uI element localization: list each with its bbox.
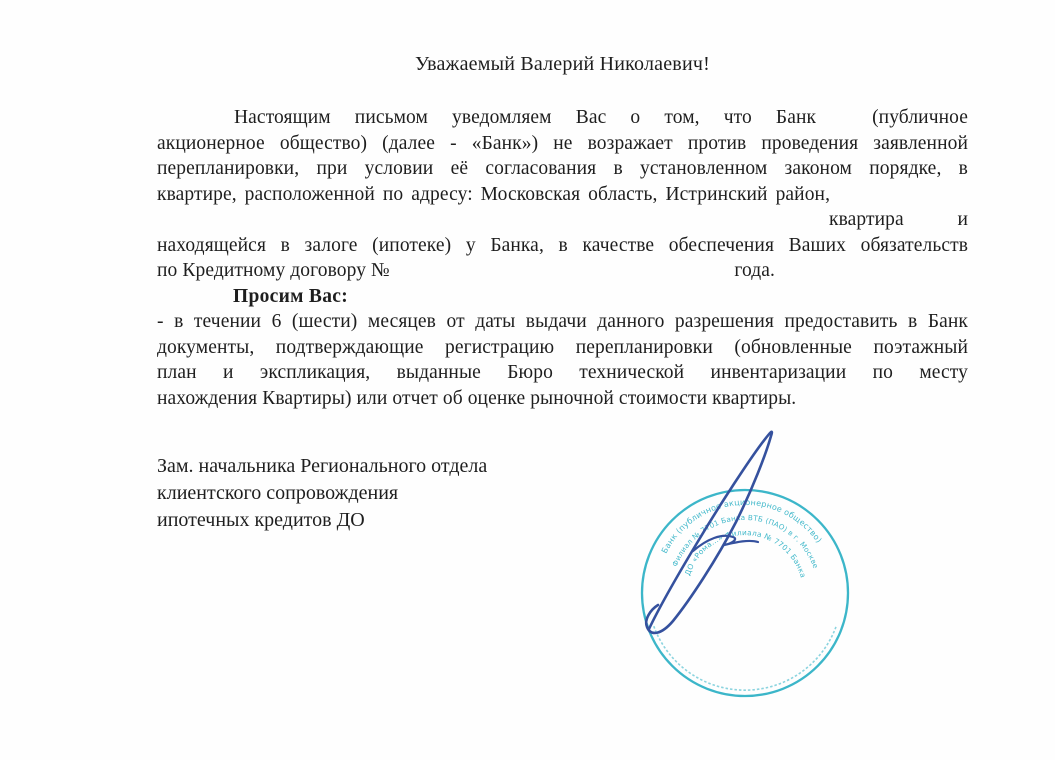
body-line-5 <box>157 207 968 233</box>
request-heading: Просим Вас: <box>233 285 349 307</box>
body-line-9: - в течении 6 (шести) месяцев от даты выдачи данного разрешения предоставить в Банк <box>157 311 968 332</box>
stamp-text-outer-arc-path: Банк (публичное акционерное общество) <box>659 497 824 555</box>
bank-stamp-graphic <box>600 410 930 745</box>
body-line-1-tail: (публичное <box>872 107 968 128</box>
letter-body <box>157 105 968 411</box>
body-line-5-word1: квартира <box>829 209 904 230</box>
body-line-7 <box>157 258 968 284</box>
stamp-bottom-microtext <box>654 626 836 690</box>
body-line-6: находящейся в залоге (ипотеке) у Банка, в качестве обеспечения Ваших обязательств <box>157 234 968 256</box>
body-line-1-text: Настоящим письмом уведомляем Вас о том, что Банк <box>234 107 817 128</box>
body-line-1 <box>157 105 968 131</box>
stamp-text-inner-arc-path: ДО «Рома...» Филиала № 7701 Банка <box>682 528 808 579</box>
stamp-and-signature-area <box>600 410 930 745</box>
body-line-11: план и экспликация, выданные Бюро технической инвентаризации по месту <box>157 362 968 383</box>
body-line-4: квартире, расположенной по адресу: Московская область, Истринский район, <box>157 183 831 205</box>
body-line-7-tail: года. <box>734 260 775 281</box>
body-line-12: нахождения Квартиры) или отчет об оценке рыночной стоимости квартиры. <box>157 387 797 409</box>
body-line-2: акционерное общество) (далее - «Банк») не возражает против проведения заявленной <box>157 132 968 154</box>
body-line-7-text: по Кредитному договору № <box>157 260 390 281</box>
signatory-title-line-2: клиентского сопровождения <box>157 482 399 504</box>
stamp-text-middle-arc-path: Филиал № 7701 Банка ВТБ (ПАО) в г. Москве <box>670 512 821 570</box>
body-line-5-word2: и <box>957 209 968 230</box>
signatory-title-line-3: ипотечных кредитов ДО <box>157 509 365 531</box>
signatory-title-block <box>157 453 657 534</box>
salutation-line: Уважаемый Валерий Николаевич! <box>415 53 710 75</box>
body-line-3: перепланировки, при условии её согласования в установленном законом порядке, в <box>157 158 968 179</box>
signatory-title-line-1: Зам. начальника Регионального отдела <box>157 455 488 477</box>
body-line-10: документы, подтверждающие регистрацию перепланировки (обновленные поэтажный <box>157 336 968 358</box>
